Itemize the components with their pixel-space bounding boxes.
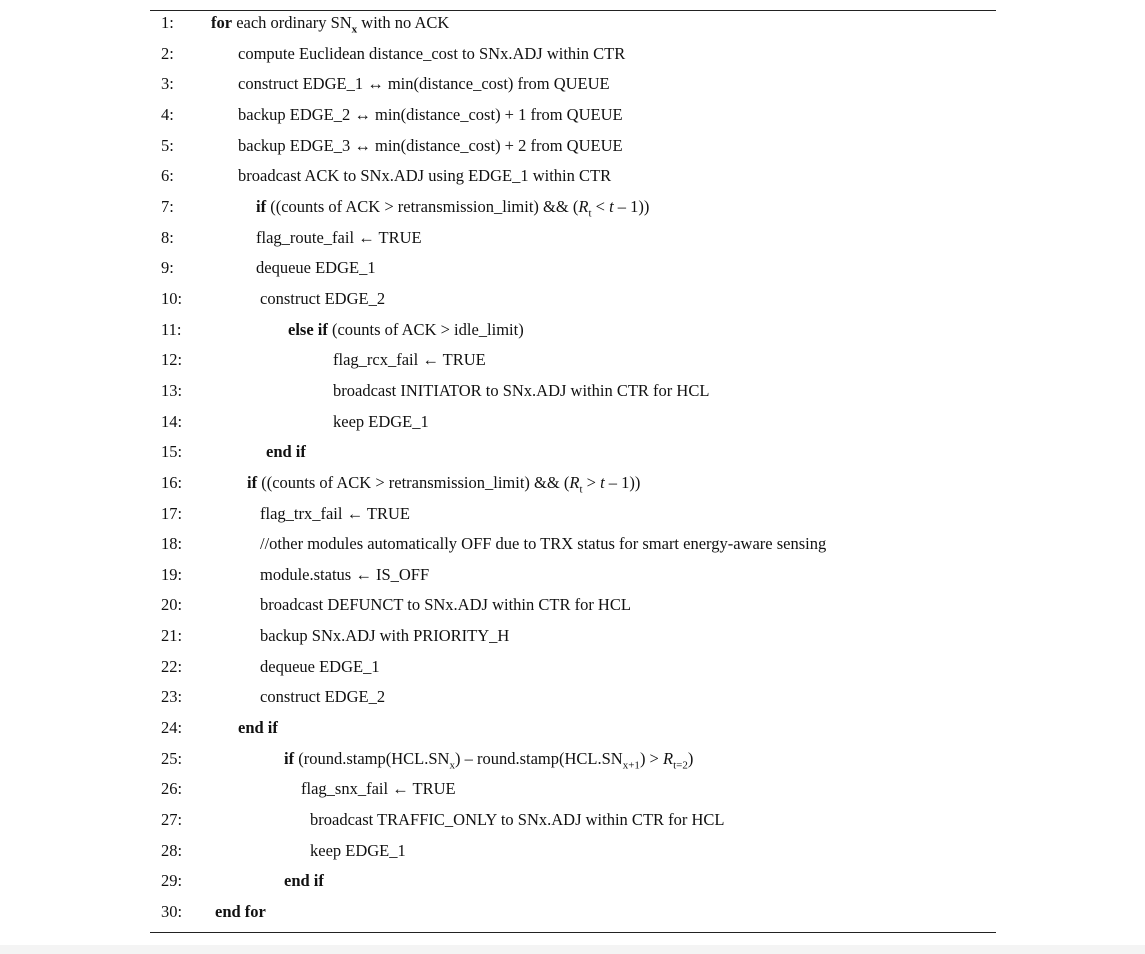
line-number: 27: [161, 810, 183, 830]
code-text: //other modules automatically OFF due to TRX status for smart energy-aware sensing [260, 534, 827, 554]
code-text: R [578, 196, 589, 216]
line-number: 15: [161, 442, 183, 462]
code-text: compute Euclidean distance_cost to SNx.ADJ within CTR [238, 43, 626, 63]
algorithm-line [0, 590, 1145, 621]
code-text: dequeue EDGE_1 [260, 656, 380, 676]
algorithm-line [0, 652, 1145, 683]
code-text: broadcast TRAFFIC_ONLY to SNx.ADJ within CTR for HCL [310, 810, 725, 830]
line-code [301, 774, 456, 805]
algorithm-line [0, 39, 1145, 70]
line-code [333, 407, 429, 438]
code-text: broadcast DEFUNCT to SNx.ADJ within CTR for HCL [260, 595, 631, 615]
code-text: keep EDGE_1 [310, 840, 406, 860]
line-number: 25: [161, 748, 183, 768]
algorithm-line [0, 192, 1145, 223]
line-code [260, 682, 385, 713]
code-text: t [609, 196, 614, 216]
algorithm-line [0, 315, 1145, 346]
line-number: 3: [161, 74, 174, 94]
algorithm-line [0, 468, 1145, 499]
line-number: 26: [161, 779, 183, 799]
algorithm-line [0, 621, 1145, 652]
code-text: ((counts of ACK > retransmission_limit) && ( [257, 472, 570, 492]
code-text: > [582, 472, 601, 492]
line-code [260, 590, 631, 621]
algorithm-line [0, 376, 1145, 407]
algorithm-listing [0, 8, 1145, 928]
line-code [260, 529, 826, 560]
line-code [238, 39, 625, 70]
code-text: construct EDGE_2 [260, 288, 386, 308]
algorithm-line [0, 100, 1145, 131]
line-code [256, 192, 649, 223]
line-code [288, 315, 524, 346]
line-code [266, 437, 306, 468]
code-text: with no ACK [357, 13, 450, 32]
code-text: (counts of ACK > idle_limit) [327, 319, 524, 339]
code-text: (round.stamp(HCL.SN [294, 748, 450, 768]
line-number: 30: [161, 902, 183, 922]
line-number: 11: [161, 319, 182, 339]
line-number: 2: [161, 43, 174, 63]
algorithm-line [0, 682, 1145, 713]
line-code [247, 468, 640, 499]
line-number: 12: [161, 350, 183, 370]
line-number: 23: [161, 687, 183, 707]
algorithm-line [0, 866, 1145, 897]
code-text: ((counts of ACK > retransmission_limit) && ( [266, 196, 579, 216]
keyword: end if [266, 442, 306, 462]
algorithm-line [0, 437, 1145, 468]
line-number: 28: [161, 840, 183, 860]
code-text: – 1)) [604, 472, 641, 492]
subscript: x [449, 759, 455, 772]
keyword: end for [215, 902, 266, 922]
keyword: x [351, 23, 358, 36]
code-text: – 1)) [613, 196, 650, 216]
line-number: 1: [161, 13, 174, 32]
keyword: else if [288, 319, 328, 339]
algorithm-line [0, 774, 1145, 805]
line-code [260, 621, 509, 652]
algorithm-line [0, 529, 1145, 560]
line-number: 7: [161, 196, 174, 216]
line-code [211, 8, 449, 39]
line-number: 19: [161, 564, 183, 584]
line-number: 29: [161, 871, 183, 891]
line-code [310, 805, 725, 836]
line-code [260, 652, 380, 683]
code-text: R [569, 472, 580, 492]
line-code [284, 744, 693, 775]
code-text: ) – round.stamp(HCL.SN [454, 748, 623, 768]
line-code [256, 223, 422, 254]
algorithm-line [0, 284, 1145, 315]
algorithm-line [0, 223, 1145, 254]
algorithm-line [0, 69, 1145, 100]
line-code [238, 713, 278, 744]
line-code [238, 161, 611, 192]
code-text: ) [687, 748, 694, 768]
algorithm-line [0, 744, 1145, 775]
algorithm-line [0, 499, 1145, 530]
line-number: 6: [161, 166, 174, 186]
line-number: 8: [161, 227, 174, 247]
code-text: < [591, 196, 610, 216]
keyword: end if [238, 718, 278, 738]
code-text: broadcast INITIATOR to SNx.ADJ within CTR for HCL [333, 380, 710, 400]
keyword: if [256, 196, 267, 216]
algorithm-line [0, 897, 1145, 928]
line-number: 10: [161, 288, 183, 308]
code-text: keep EDGE_1 [333, 411, 429, 431]
line-code [256, 253, 376, 284]
subscript: t [588, 207, 592, 220]
line-code [215, 897, 266, 928]
line-code [238, 69, 610, 100]
line-code [238, 131, 623, 162]
code-text: R [663, 748, 674, 768]
line-number: 21: [161, 626, 183, 646]
algorithm-line [0, 345, 1145, 376]
line-number: 13: [161, 380, 183, 400]
code-text: flag_snx_fail ← TRUE [301, 779, 456, 799]
algorithm-line [0, 253, 1145, 284]
algorithm-line [0, 161, 1145, 192]
code-text: construct EDGE_1 ↔ min(distance_cost) from QUEUE [238, 74, 610, 94]
code-text: flag_route_fail ← TRUE [256, 227, 422, 247]
line-number: 18: [161, 534, 183, 554]
line-code [260, 284, 385, 315]
line-code [333, 376, 709, 407]
line-code [310, 836, 406, 867]
line-number: 24: [161, 718, 183, 738]
subscript: x+1 [622, 759, 640, 772]
code-text: module.status ← IS_OFF [260, 564, 430, 584]
code-text: ) > [639, 748, 663, 768]
code-text: t [600, 472, 605, 492]
line-code [238, 100, 623, 131]
code-text: backup EDGE_3 ↔ min(distance_cost) + 2 from QUEUE [238, 135, 623, 155]
algorithm-line [0, 805, 1145, 836]
keyword: if [284, 748, 295, 768]
code-text: construct EDGE_2 [260, 687, 386, 707]
line-number: 16: [161, 472, 183, 492]
code-text: backup SNx.ADJ with PRIORITY_H [260, 626, 510, 646]
bottom-rule [150, 932, 996, 933]
algorithm-line [0, 8, 1145, 39]
algorithm-line [0, 560, 1145, 591]
code-text: broadcast ACK to SNx.ADJ using EDGE_1 within CTR [238, 166, 612, 186]
line-number: 22: [161, 656, 183, 676]
line-number: 9: [161, 258, 174, 278]
algorithm-line [0, 713, 1145, 744]
code-text: dequeue EDGE_1 [256, 258, 376, 278]
subscript: t [579, 483, 583, 496]
keyword: for [211, 13, 233, 32]
code-text: flag_trx_fail ← TRUE [260, 503, 410, 523]
code-text: each ordinary SN [232, 13, 352, 32]
algorithm-line [0, 131, 1145, 162]
page-bottom-strip [0, 945, 1145, 954]
line-code [284, 866, 324, 897]
line-number: 5: [161, 135, 174, 155]
keyword: end if [284, 871, 324, 891]
line-number: 14: [161, 411, 183, 431]
line-code [260, 499, 410, 530]
line-code [260, 560, 429, 591]
line-number: 4: [161, 104, 174, 124]
code-text: backup EDGE_2 ↔ min(distance_cost) + 1 from QUEUE [238, 104, 623, 124]
subscript: t=2 [673, 759, 688, 772]
algorithm-line [0, 836, 1145, 867]
line-code [333, 345, 486, 376]
line-number: 17: [161, 503, 183, 523]
code-text: flag_rcx_fail ← TRUE [333, 350, 486, 370]
keyword: if [247, 472, 258, 492]
line-number: 20: [161, 595, 183, 615]
algorithm-line [0, 407, 1145, 438]
